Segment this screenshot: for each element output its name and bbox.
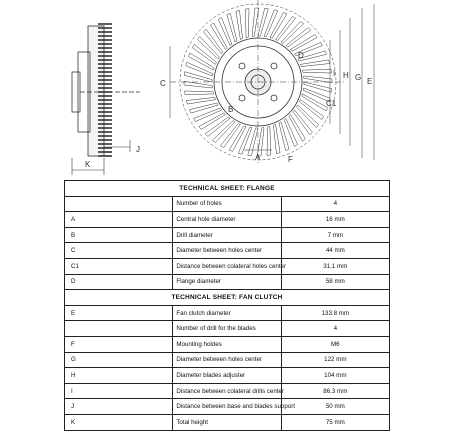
row-code: G	[65, 352, 173, 368]
table-row	[65, 274, 390, 290]
row-code: I	[65, 383, 173, 399]
flange-header-title: TECHNICAL SHEET: FLANGE	[65, 181, 390, 197]
row-value: M6	[281, 336, 389, 352]
row-description: Fan clutch diameter	[173, 305, 281, 321]
row-code	[65, 321, 173, 337]
row-description: Total height	[173, 414, 281, 430]
row-description: Diameter blades adjuster	[173, 368, 281, 384]
technical-sheet-table	[64, 180, 390, 431]
table-row	[65, 336, 390, 352]
row-value: 7 mm	[281, 227, 389, 243]
front-view	[170, 0, 374, 165]
label-c: C	[160, 79, 166, 88]
table-row	[65, 414, 390, 430]
row-value: 50 mm	[281, 399, 389, 415]
label-b: B	[228, 105, 234, 114]
row-description: Distance between colateral drills center	[173, 383, 281, 399]
row-description: Mounting holdes	[173, 336, 281, 352]
table-row	[65, 368, 390, 384]
row-value: 86.3 mm	[281, 383, 389, 399]
label-k: K	[85, 160, 91, 169]
row-description: Central hole diameter	[173, 212, 281, 228]
row-value: 44 mm	[281, 243, 389, 259]
row-description: Number of holes	[173, 196, 281, 212]
row-value: 4	[281, 321, 389, 337]
table-row	[65, 258, 390, 274]
fan-clutch-header	[65, 290, 390, 306]
row-description: Diameter between holes center	[173, 243, 281, 259]
row-code: F	[65, 336, 173, 352]
table-row	[65, 196, 390, 212]
row-description: Distance between colateral holes center	[173, 258, 281, 274]
row-code: A	[65, 212, 173, 228]
row-value: 104 mm	[281, 368, 389, 384]
row-description: Diameter between holes center	[173, 352, 281, 368]
label-e: E	[367, 77, 373, 86]
row-code: C	[65, 243, 173, 259]
table-row	[65, 305, 390, 321]
table-row	[65, 383, 390, 399]
row-code: D	[65, 274, 173, 290]
row-description: Distance between base and blades support	[173, 399, 281, 415]
row-code: B	[65, 227, 173, 243]
row-code: J	[65, 399, 173, 415]
row-value: 58 mm	[281, 274, 389, 290]
technical-drawing	[0, 0, 464, 182]
label-c1: C1	[326, 99, 337, 108]
row-value: 4	[281, 196, 389, 212]
row-code	[65, 196, 173, 212]
label-f: F	[288, 155, 293, 164]
flange-header	[65, 181, 390, 197]
table-row	[65, 227, 390, 243]
row-value: 31.1 mm	[281, 258, 389, 274]
row-description: Flange diameter	[173, 274, 281, 290]
row-description: Drill diameter	[173, 227, 281, 243]
label-j: J	[136, 145, 140, 154]
row-code: E	[65, 305, 173, 321]
row-value: 133.8 mm	[281, 305, 389, 321]
row-description: Number of drill for the blades	[173, 321, 281, 337]
label-d: D	[298, 51, 304, 60]
side-view	[72, 24, 140, 175]
row-code: C1	[65, 258, 173, 274]
row-code: K	[65, 414, 173, 430]
label-g: G	[355, 73, 362, 82]
table-row	[65, 321, 390, 337]
label-i: I	[333, 69, 336, 78]
table-row	[65, 399, 390, 415]
row-value: 16 mm	[281, 212, 389, 228]
row-value: 75 mm	[281, 414, 389, 430]
row-code: H	[65, 368, 173, 384]
label-h: H	[343, 71, 349, 80]
row-value: 122 mm	[281, 352, 389, 368]
fan-clutch-header-title: TECHNICAL SHEET: FAN CLUTCH	[65, 290, 390, 306]
table-row	[65, 212, 390, 228]
table-row	[65, 352, 390, 368]
label-a: A	[255, 153, 261, 162]
table-row	[65, 243, 390, 259]
